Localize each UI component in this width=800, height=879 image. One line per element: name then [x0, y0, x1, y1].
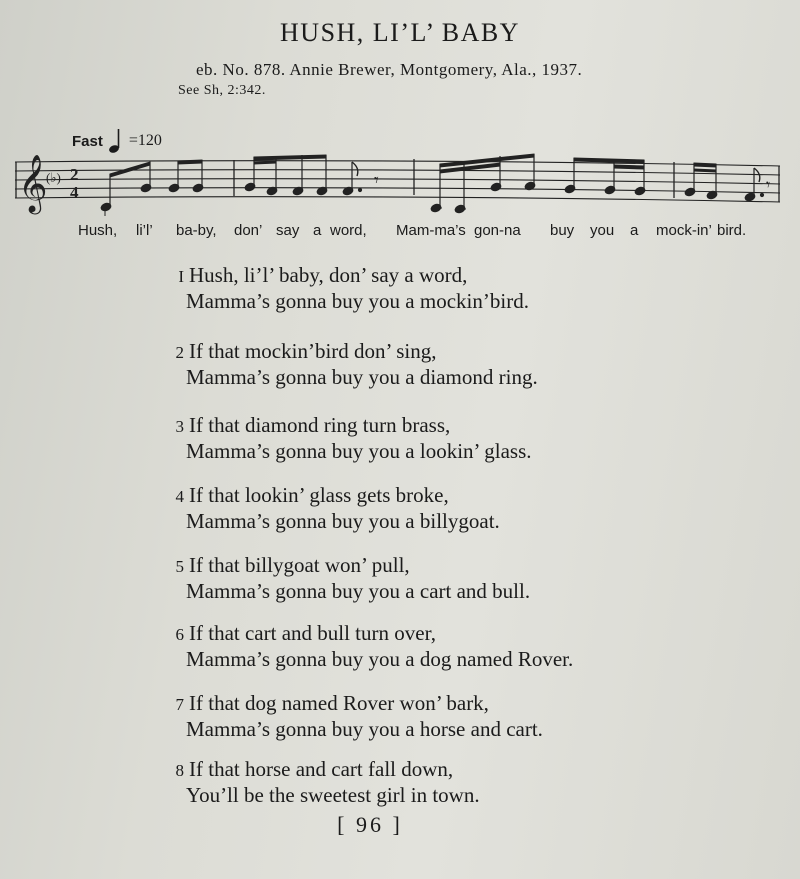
time-signature-bottom: 4 [70, 183, 79, 202]
staff-lines [15, 161, 780, 202]
lyric-syllable: you [590, 222, 615, 239]
verse-number: 5 [175, 557, 184, 576]
verse-line: You’ll be the sweetest girl in town. [186, 783, 480, 807]
lyric-syllable: say [276, 222, 300, 239]
verse-line: If that cart and bull turn over, [189, 621, 436, 645]
lyric-syllable: word, [330, 222, 367, 239]
verse-line: Mamma’s gonna buy you a lookin’ glass. [186, 439, 532, 463]
verse-number: 4 [175, 487, 184, 506]
lyric-syllable: gon-na [474, 222, 521, 239]
verse-line: Hush, li’l’ baby, don’ say a word, [189, 263, 468, 287]
lyric-syllable: ba-by, [176, 222, 217, 239]
verse-number: 8 [175, 761, 184, 780]
verse-line: Mamma’s gonna buy you a cart and bull. [186, 579, 531, 603]
treble-clef-icon: 𝄞 [18, 154, 48, 212]
lyric-syllable: buy [550, 222, 575, 239]
lyric-syllable: a [630, 222, 639, 239]
verse-line: Mamma’s gonna buy you a billygoat. [186, 509, 500, 533]
time-signature-top: 2 [70, 165, 79, 184]
lyric-syllable: don’ [234, 222, 263, 239]
verse-line: If that dog named Rover won’ bark, [189, 691, 489, 715]
lyric-syllable: Mam-ma’s [396, 222, 466, 239]
tempo-label: Fast [72, 132, 103, 150]
verse-number: I [178, 267, 184, 286]
svg-text:𝄾: 𝄾 [766, 175, 771, 194]
lyric-syllable: li’l’ [136, 222, 153, 239]
song-title: HUSH, LI’L’ BABY [280, 18, 520, 47]
barlines [16, 159, 779, 202]
lyric-syllable: Hush, [78, 222, 118, 239]
verse-line: If that mockin’bird don’ sing, [189, 339, 437, 363]
music-lyrics [0, 222, 800, 246]
page-number: [ 96 ] [337, 812, 403, 837]
verse-number: 7 [175, 695, 184, 714]
verse-line: If that horse and cart fall down, [189, 757, 454, 781]
lyric-syllable: a [313, 222, 322, 239]
verse-number: 6 [175, 625, 184, 644]
verse-line: Mamma’s gonna buy you a mockin’bird. [186, 289, 529, 313]
verse-line: Mamma’s gonna buy you a diamond ring. [186, 365, 538, 389]
lyric-syllable: bird. [717, 222, 747, 239]
verse-number: 2 [175, 343, 184, 362]
verse-line: If that lookin’ glass gets broke, [189, 483, 449, 507]
verse-line: If that diamond ring turn brass, [189, 413, 451, 437]
lyric-syllable: mock-in’ [656, 222, 712, 239]
key-signature: (♭) [46, 170, 61, 185]
verse-line: Mamma’s gonna buy you a dog named Rover. [186, 647, 574, 671]
verse-line: Mamma’s gonna buy you a horse and cart. [186, 717, 543, 741]
see-reference: See Sh, 2:342. [178, 83, 266, 98]
staff-svg [10, 148, 790, 228]
verse-number: 3 [175, 417, 184, 436]
music-staff [10, 148, 790, 228]
verse-line: If that billygoat won’ pull, [189, 553, 410, 577]
svg-text:𝄾: 𝄾 [374, 170, 379, 191]
measure-3 [430, 154, 646, 214]
tempo-bpm: =120 [128, 132, 162, 149]
source-line: eb. No. 878. Annie Brewer, Montgomery, Ala., 1937. [196, 60, 583, 79]
